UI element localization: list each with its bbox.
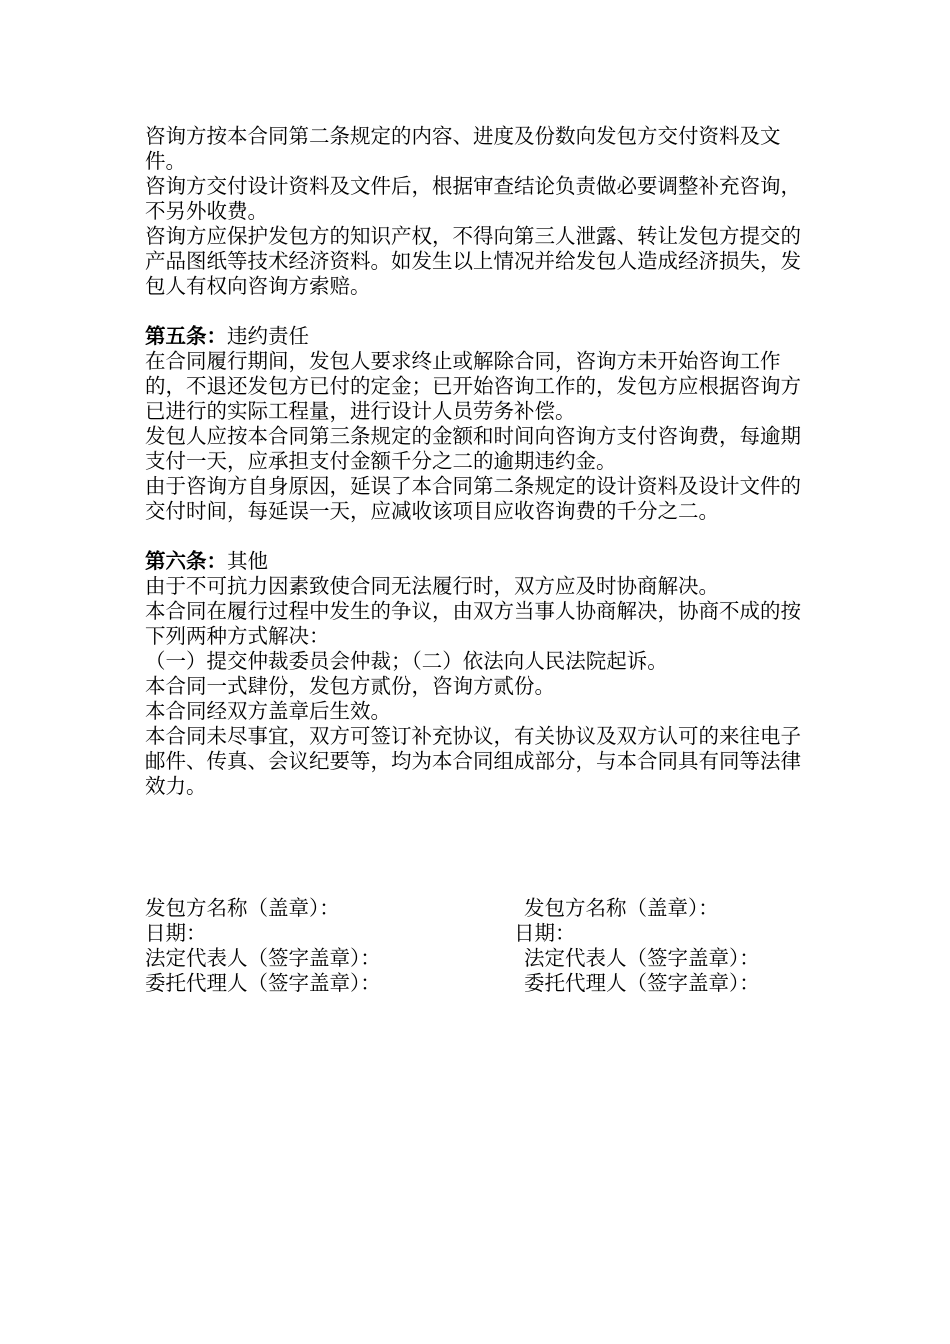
signature-row-legal-rep [145, 946, 810, 971]
section6-heading [145, 549, 810, 574]
section6-paragraph-4: 本合同一式肆份，发包方贰份，咨询方贰份。 [145, 674, 555, 698]
section-spacer [145, 524, 810, 549]
left-party-name-label: 发包方名称（盖章）： [145, 896, 340, 920]
left-legal-rep-label: 法定代表人（签字盖章）： [145, 946, 381, 970]
section-spacer [145, 299, 810, 324]
section5-paragraph-3: 由于咨询方自身原因，延误了本合同第二条规定的设计资料及设计文件的交付时间，每延误一天，应减收该项目应收咨询费的千分之二。 [145, 474, 801, 523]
section5-label: 第五条： [145, 324, 227, 348]
signature-block [145, 896, 810, 996]
section6-label: 第六条： [145, 549, 227, 573]
left-agent-label: 委托代理人（签字盖章）： [145, 971, 381, 995]
contract-body [145, 124, 810, 799]
section4-paragraph-3: 咨询方应保护发包方的知识产权，不得向第三人泄露、转让发包方提交的产品图纸等技术经济资料。如发生以上情况并给发包人造成经济损失，发包人有权向咨询方索赔。 [145, 224, 801, 298]
signature-row-date [145, 921, 810, 946]
section5-paragraph-2: 发包人应按本合同第三条规定的金额和时间向咨询方支付咨询费，每逾期支付一天，应承担支付金额千分之二的逾期违约金。 [145, 424, 801, 473]
section6-title: 其他 [227, 549, 268, 573]
right-legal-rep-label: 法定代表人（签字盖章）： [524, 946, 760, 970]
section5-paragraph-1: 在合同履行期间，发包人要求终止或解除合同，咨询方未开始咨询工作的，不退还发包方已付的定金；已开始咨询工作的，发包方应根据咨询方已进行的实际工程量，进行设计人员劳务补偿。 [145, 349, 801, 423]
section6-paragraph-6: 本合同未尽事宜，双方可签订补充协议，有关协议及双方认可的来往电子邮件、传真、会议纪要等，均为本合同组成部分，与本合同具有同等法律效力。 [145, 724, 801, 798]
section5-title: 违约责任 [227, 324, 309, 348]
right-agent-label: 委托代理人（签字盖章）： [524, 971, 760, 995]
right-date-label: 日期： [514, 921, 576, 945]
section6-paragraph-1: 由于不可抗力因素致使合同无法履行时，双方应及时协商解决。 [145, 574, 719, 598]
section6-paragraph-3: （一）提交仲裁委员会仲裁；（二）依法向人民法院起诉。 [145, 649, 668, 673]
section5-heading [145, 324, 810, 349]
section4-paragraph-2: 咨询方交付设计资料及文件后，根据审查结论负责做必要调整补充咨询，不另外收费。 [145, 174, 801, 223]
section6-paragraph-2: 本合同在履行过程中发生的争议，由双方当事人协商解决，协商不成的按下列两种方式解决： [145, 599, 801, 648]
section4-paragraph-1: 咨询方按本合同第二条规定的内容、进度及份数向发包方交付资料及文件。 [145, 124, 781, 173]
section6-paragraph-5: 本合同经双方盖章后生效。 [145, 699, 391, 723]
right-party-name-label: 发包方名称（盖章）： [524, 896, 719, 920]
signature-row-agent [145, 971, 810, 996]
left-date-label: 日期： [145, 921, 207, 945]
signature-row-name [145, 896, 810, 921]
